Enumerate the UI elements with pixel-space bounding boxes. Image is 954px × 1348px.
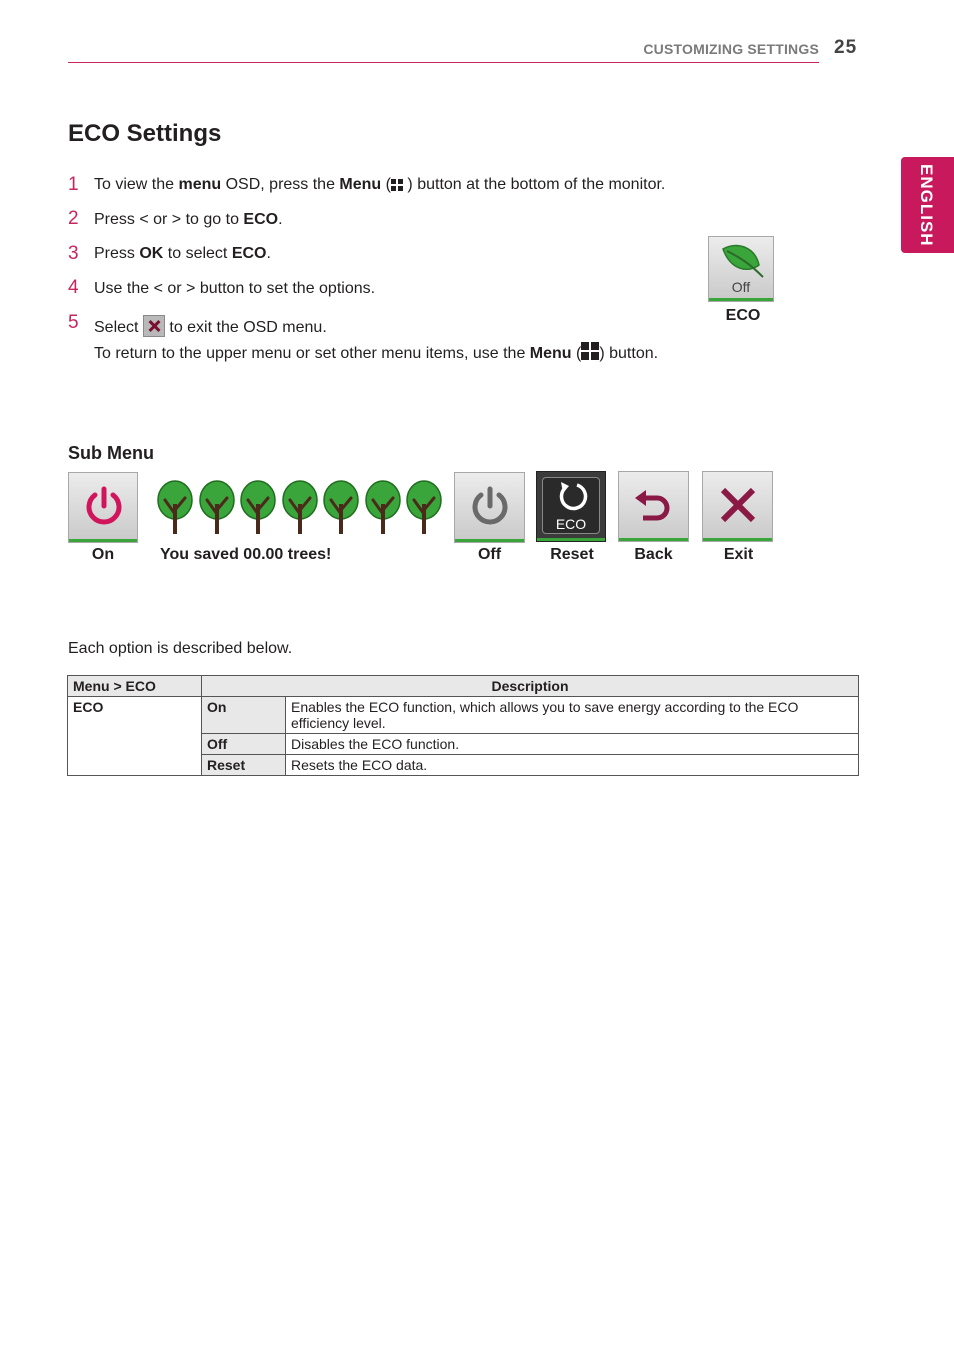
exit-icon <box>143 315 165 337</box>
tree-icon <box>322 480 360 536</box>
description-intro: Each option is described below. <box>68 640 293 657</box>
option-cell: Off <box>202 734 286 755</box>
return-note: To return to the upper menu or set other menu items, use the Menu ( ) button. <box>94 342 658 365</box>
menu-icon <box>581 342 599 365</box>
table-group-cell: ECO <box>68 697 202 776</box>
description-cell: Disables the ECO function. <box>286 734 859 755</box>
reset-label: Reset <box>550 546 594 563</box>
tree-icon <box>239 480 277 536</box>
tree-icon <box>281 480 319 536</box>
back-arrow-icon <box>633 486 675 526</box>
step-text: Press < or > to go to ECO. <box>94 211 283 228</box>
close-icon <box>719 486 757 524</box>
step-number: 2 <box>68 208 79 229</box>
table-header: Menu > ECO <box>68 676 202 697</box>
saved-trees-label: You saved 00.00 trees! <box>160 546 332 563</box>
eco-menu-button[interactable] <box>708 236 774 302</box>
off-button[interactable] <box>454 472 525 543</box>
option-cell: Reset <box>202 755 286 776</box>
back-button[interactable] <box>618 471 689 542</box>
step-text: Use the < or > button to set the options. <box>94 280 376 297</box>
step-text: Press OK to select ECO. <box>94 245 271 262</box>
language-label: ENGLISH <box>917 164 936 247</box>
tree-icon <box>364 480 402 536</box>
tree-icon <box>156 480 194 536</box>
status-bar <box>709 298 773 301</box>
tree-icon <box>198 480 236 536</box>
leaf-icon <box>719 243 765 279</box>
on-button[interactable] <box>68 472 138 543</box>
sub-menu-title: Sub Menu <box>68 443 154 463</box>
status-bar <box>69 539 137 542</box>
header-divider <box>68 62 819 63</box>
language-tab <box>901 157 954 253</box>
description-cell: Enables the ECO function, which allows you to save energy according to the ECO efficiency level. <box>286 697 859 734</box>
step-number: 1 <box>68 174 79 195</box>
step-number: 3 <box>68 243 79 264</box>
exit-button[interactable] <box>702 471 773 542</box>
step-number: 4 <box>68 277 79 298</box>
power-icon <box>470 486 510 526</box>
reset-icon <box>553 478 591 516</box>
page-title: ECO Settings <box>68 120 222 147</box>
exit-label: Exit <box>723 546 754 563</box>
tree-icon <box>405 480 443 536</box>
options-table <box>67 675 859 776</box>
step-text: Select to exit the OSD menu. <box>94 315 327 337</box>
step-number: 5 <box>68 312 79 333</box>
reset-badge: ECO <box>555 516 587 532</box>
status-bar <box>619 538 688 541</box>
step-text: To view the menu OSD, press the Menu ( ) button at the bottom of the monitor. <box>94 176 665 196</box>
status-bar <box>537 538 605 541</box>
reset-button[interactable] <box>536 471 606 542</box>
eco-state: Off <box>731 279 751 295</box>
page-number: 25 <box>834 37 858 58</box>
menu-icon <box>391 178 403 196</box>
table-header-row <box>68 676 859 697</box>
eco-label: ECO <box>725 307 761 324</box>
status-bar <box>703 538 772 541</box>
power-icon <box>84 486 124 526</box>
off-label: Off <box>477 546 502 563</box>
status-bar <box>455 539 524 542</box>
on-label: On <box>91 546 115 563</box>
section-title: CUSTOMIZING SETTINGS <box>643 41 819 57</box>
description-cell: Resets the ECO data. <box>286 755 859 776</box>
table-header: Description <box>202 676 859 697</box>
option-cell: On <box>202 697 286 734</box>
back-label: Back <box>634 546 673 563</box>
table-row <box>68 697 859 734</box>
tree-row <box>156 480 446 536</box>
